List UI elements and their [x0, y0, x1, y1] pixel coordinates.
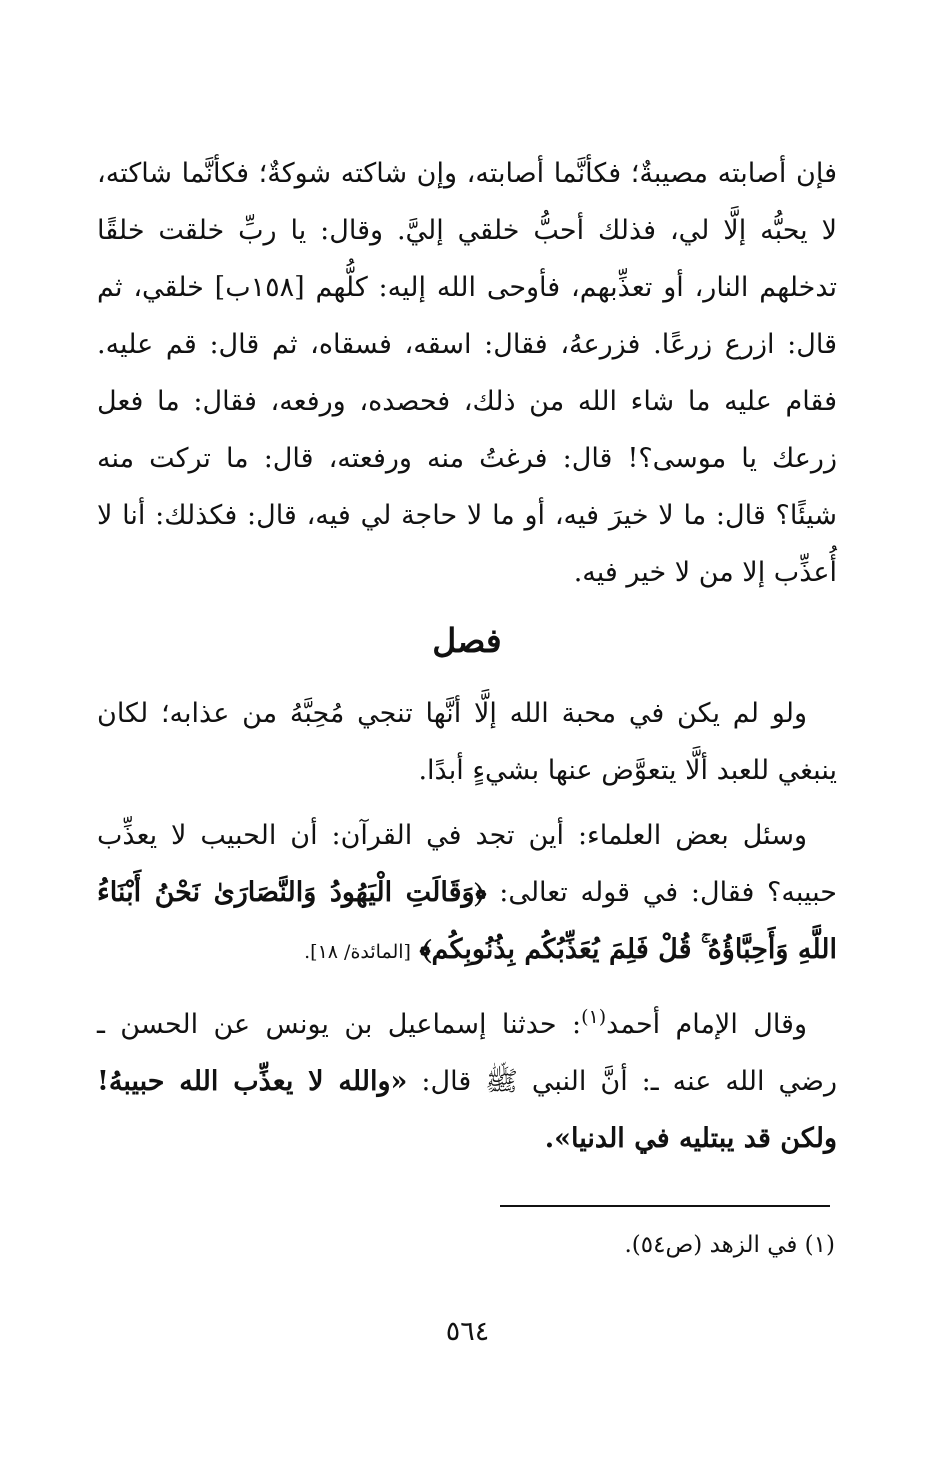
footnote: (١) في الزهد (ص٥٤). — [624, 1232, 835, 1258]
section-paragraph-3 — [97, 989, 837, 1167]
quran-verse: ﴿وَقَالَتِ الْيَهُودُ وَالنَّصَارَىٰ نَحْنُ أَبْنَاءُ اللَّهِ وَأَحِبَّاؤُهُ ۚ قُلْ فَلِمَ يُعَذِّبُكُم بِذُنُوبِكُم﴾ — [97, 877, 837, 965]
hadith-text: «والله لا يعذِّب الله حبيبهُ! ولكن قد يبتليه في الدنيا». — [97, 1066, 837, 1154]
section-paragraph-1: ولو لم يكن في محبة الله إلَّا أنَّها تنجي مُحِبَّهُ من عذابه؛ لكان ينبغي للعبد ألَّا يتعوَّض عنها بشيءٍ أبدًا. — [97, 698, 837, 786]
opening-paragraph: فإن أصابته مصيبةٌ؛ فكأنَّما أصابته، وإن شاكته شوكةٌ؛ فكأنَّما شاكته، لا يحبُّه إلَّا لي، فذلك أحبُّ خلقي إليَّ. وقال: يا ربِّ خلقت خلقًا تدخلهم النار، أو تعذِّبهم، فأوحى الله إليه: كلُّهم [١٥٨ب] خلقي، ثم قال: ازرع زرعًا. فزرعهُ، فقال: اسقه، فسقاه، ثم قال: قم عليه. فقام عليه ما شاء الله من ذلك، فحصده، ورفعه، فقال: ما فعل زرعك يا موسى؟! قال: فرغتُ منه ورفعته، قال: ما تركت منه شيئًا؟ قال: ما لا خيرَ فيه، أو ما لا حاجة لي فيه، قال: فكذلك: أنا لا أُعذِّب إلا من لا خير فيه. — [97, 158, 838, 588]
section-heading: فصل — [432, 621, 502, 660]
page-number: ٥٦٤ — [445, 1316, 490, 1347]
footnote-divider — [500, 1205, 830, 1207]
section-paragraph-2 — [97, 807, 837, 981]
paragraph-3-body: : حدثنا إسماعيل بن يونس عن الحسن ـ رضي الله عنه ـ: أنَّ النبي ﷺ قال: — [97, 1009, 837, 1097]
main-text — [97, 145, 837, 1167]
footnote-marker: (١) — [581, 1006, 607, 1028]
verse-reference: [المائدة/ ١٨]. — [304, 941, 411, 963]
paragraph-3-intro: وقال الإمام أحمد — [606, 1009, 808, 1040]
paragraph-2-intro: وسئل بعض العلماء: أين تجد في القرآن: أن الحبيب لا يعذِّب حبيبه؟ فقال: في قوله تعالى: — [97, 820, 837, 908]
